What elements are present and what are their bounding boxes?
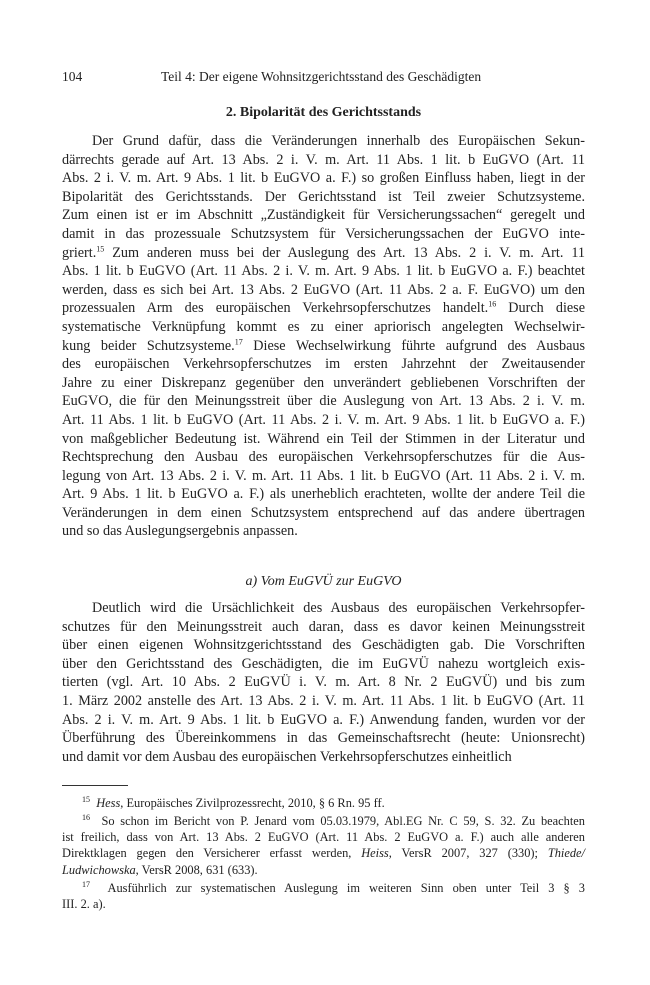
footnote-number: 16 — [82, 812, 90, 822]
text-line: systematische Verknüpfung kommt es zu einer apriorisch angelegten Wechselwir- — [62, 318, 585, 335]
text-line: Bipolarität des Gerichtsstands. Der Gerichtsstand ist Teil zweier Schutzsysteme. — [62, 188, 585, 205]
footnote-author: Heiss — [361, 846, 389, 861]
text-line — [62, 244, 585, 263]
footnote-15 — [62, 795, 585, 811]
footnote-text: Ausführlich zur systematischen Auslegung im weiteren Sinn oben unter Teil 3 § 3 — [107, 881, 586, 895]
text-line: über den Gerichtsstand des Geschädigten, die im EuGVÜ nahezu wortgleich exis- — [62, 655, 585, 672]
text-fragment: Diese Wechselwirkung führte aufgrund des Ausbaus — [242, 337, 585, 354]
text-line: Art. 9 Abs. 1 lit. b EuGVO a. F.) als unerheblich erachteten, wollte der andere Teil die — [62, 486, 585, 503]
footnote-16 — [62, 813, 585, 878]
footnote-line — [62, 813, 585, 829]
text-line: Jahre zu einer Diskrepanz gegenüber den unverändert gebliebenen Vorschriften der — [62, 374, 585, 391]
text-line: und damit vor dem Ausbau des europäischen Verkehrsopferschutzes einheitlich — [62, 748, 512, 765]
footnote-text: Direktklagen gegen den Versicherer erfasst werden, — [62, 846, 362, 861]
text-fragment: kung beider Schutzsysteme. — [62, 337, 235, 354]
footnote-text: , VersR 2007, 327 (330); — [388, 846, 548, 861]
footnote-author: Hess — [96, 796, 121, 810]
text-line: Abs. 1 lit. b EuGVO (Art. 11 Abs. 2 i. V. m. Art. 9 Abs. 1 lit. b EuGVO a. F.) beachtet — [62, 263, 585, 280]
text-line: werden, dass es sich bei Art. 13 Abs. 2 EuGVO (Art. 11 Abs. 2 a. F. EuGVO) um den — [62, 281, 585, 298]
running-title: Teil 4: Der eigene Wohnsitzgerichtsstand des Geschädigten — [161, 69, 482, 84]
footnote-text: So schon im Bericht von P. Jenard vom 05.03.1979, Abl.EG Nr. C 59, S. 32. Zu beachten — [101, 814, 585, 828]
text-line: legung von Art. 13 Abs. 2 i. V. m. Art. 11 Abs. 1 lit. b EuGVO (Art. 11 Abs. 2 i. V. m. — [62, 467, 585, 484]
text-line: Rechtsprechung den Ausbau des europäischen Verkehrsopferschutzes für die Aus- — [62, 449, 585, 466]
footnote-text: , VersR 2008, 631 (633). — [135, 862, 258, 877]
footnote-text: III. 2. a). — [62, 897, 106, 912]
text-line: von maßgeblicher Bedeutung ist. Während ein Teil der Stimmen in der Literatur und — [62, 430, 585, 447]
footnote-author: Ludwichowska — [62, 862, 136, 877]
text-line: damit in das prozessuale Schutzsystem für Versicherungssachen der EuGVO inte- — [62, 225, 585, 242]
footnote-author: Thiede/ — [547, 846, 585, 861]
footnote-number: 15 — [82, 794, 90, 804]
running-header — [62, 68, 582, 86]
text-line: über einen eigenen Wohnsitzgerichtsstand des Geschädigten gab. Die Vorschriften — [62, 637, 585, 654]
text-line: Art. 11 Abs. 1 lit. b EuGVO (Art. 11 Abs. 2 i. V. m. Art. 9 Abs. 1 lit. b EuGVO a. F.) — [62, 411, 585, 428]
paragraph-vom-eugvue — [62, 599, 585, 766]
page-number: 104 — [62, 69, 83, 84]
footnote-line — [62, 880, 585, 896]
footnote-text: , Europäisches Zivilprozessrecht, 2010, § 6 Rn. 95 ff. — [120, 796, 385, 810]
text-line: des europäischen Verkehrsopferschutzes im ersten Jahrzehnt der Zweitausender — [62, 356, 585, 373]
footnote-reference: 17 — [234, 336, 243, 346]
text-line: Abs. 2 i. V. m. Art. 9 Abs. 1 lit. b EuGVO a. F.) Anwendung fanden, wurden vor der — [62, 711, 585, 728]
footnote-17 — [62, 880, 585, 912]
footnote-line — [62, 862, 585, 878]
text-line: 1. März 2002 anstelle des Art. 13 Abs. 2 i. V. m. Art. 11 Abs. 1 lit. b EuGVO (Art. 11 — [62, 692, 585, 709]
footnote-line — [62, 829, 585, 845]
subsection-heading: a) Vom EuGVÜ zur EuGVO — [245, 574, 402, 589]
text-line: Zum einen ist er im Abschnitt „Zuständigkeit für Versicherungssachen“ geregelt und — [62, 207, 585, 224]
section-heading: 2. Bipolarität des Gerichtsstands — [225, 105, 422, 120]
text-line: tierten (vgl. Art. 10 Abs. 2 EuGVÜ i. V. m. Art. 8 Nr. 2 EuGVÜ) und bis zum — [62, 674, 585, 691]
paragraph-bipolaritaet — [62, 132, 585, 541]
text-line: Abs. 2 i. V. m. Art. 9 Abs. 1 lit. b EuGVO a. F.) so großen Einfluss haben, liegt in der — [62, 170, 585, 187]
footnote-line — [62, 845, 585, 861]
footnote-reference: 15 — [96, 243, 105, 253]
footnote-divider — [62, 785, 128, 786]
text-line: Überführung des Übereinkommens in das Gemeinschaftsrecht (heute: Unionsrecht) — [62, 730, 585, 747]
text-line: schutzes für den Meinungsstreit auch daran, dass es davor keinen Meinungsstreit — [62, 618, 585, 635]
footnote-reference: 16 — [488, 299, 497, 309]
footnote-line — [62, 896, 585, 912]
text-line: Veränderungen in dem einen Schutzsystem entsprechend auf das andere übertragen — [62, 504, 585, 521]
text-line: därrechts gerade auf Art. 13 Abs. 2 i. V. m. Art. 11 Abs. 1 lit. b EuGVO (Art. 11 — [62, 151, 585, 168]
text-line — [62, 299, 585, 318]
text-line: und so das Auslegungsergebnis anpassen. — [62, 523, 298, 540]
text-fragment: Durch diese — [496, 300, 585, 317]
footnote-text: ist freilich, dass von Art. 13 Abs. 2 EuGVO (Art. 11 Abs. 2 EuGVO a. F.) auch alle anderen — [62, 830, 585, 845]
text-line: Der Grund dafür, dass die Veränderungen innerhalb des Europäischen Sekun- — [92, 133, 585, 149]
text-fragment: Zum anderen muss bei der Auslegung des Art. 13 Abs. 2 i. V. m. Art. 11 — [104, 244, 585, 261]
footnote-line — [62, 795, 585, 811]
text-line: Deutlich wird die Ursächlichkeit des Ausbaus des europäischen Verkehrsopfer- — [92, 600, 585, 616]
text-line: EuGVO, die für den Meinungsstreit über die Auslegung von Art. 13 Abs. 2 i. V. m. — [62, 393, 585, 410]
footnote-number: 17 — [82, 879, 90, 889]
text-fragment: prozessualen Arm des europäischen Verkehrsopferschutzes handelt. — [62, 300, 489, 317]
text-fragment: griert. — [62, 244, 97, 261]
text-line — [62, 337, 585, 356]
